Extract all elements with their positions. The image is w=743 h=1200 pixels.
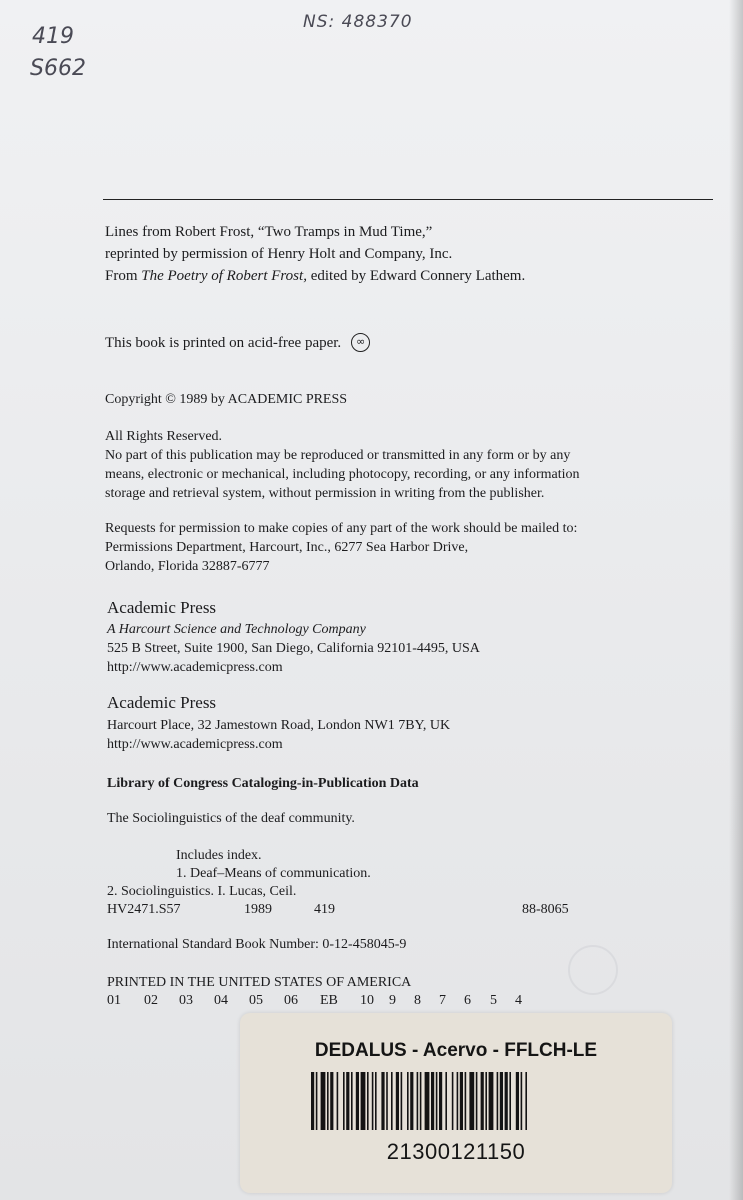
barcode-bar [351, 1072, 353, 1130]
isbn-line: International Standard Book Number: 0-12-458045-9 [107, 937, 407, 952]
barcode-bar [391, 1072, 393, 1130]
cip-title: The Sociolinguistics of the deaf community. [107, 811, 355, 826]
barcode-bar [372, 1072, 374, 1130]
acid-free-text: This book is printed on acid-free paper. [105, 335, 342, 351]
library-label-title: DEDALUS - Acervo - FFLCH-LE [314, 1040, 598, 1061]
barcode-bar [420, 1072, 422, 1130]
barcode-bar [401, 1072, 403, 1130]
barcode-bar [396, 1072, 399, 1130]
printing-number: 01 [107, 993, 121, 1008]
barcode-bar [485, 1072, 487, 1130]
barcode-bar [431, 1072, 434, 1130]
barcode-bar [346, 1072, 349, 1130]
bleed-through-shadow [560, 215, 572, 261]
barcode-bar [407, 1072, 409, 1130]
barcode-bar [337, 1072, 339, 1130]
credit-line-3-prefix: From [105, 268, 142, 284]
barcode-bar [330, 1072, 333, 1130]
barcode-bar [417, 1072, 419, 1130]
publisher-us-address: 525 B Street, Suite 1900, San Diego, California 92101-4495, USA [107, 641, 480, 656]
credit-book-title: The Poetry of Robert Frost, [141, 268, 307, 284]
barcode-bar [436, 1072, 438, 1130]
barcode-bar [521, 1072, 523, 1130]
credit-line-1: Lines from Robert Frost, “Two Tramps in Mud Time,” [105, 224, 433, 240]
printing-number: 06 [284, 993, 298, 1008]
barcode-bar [525, 1072, 527, 1130]
barcode-bar [321, 1072, 326, 1130]
barcode-bar [505, 1072, 508, 1130]
barcode-bar [439, 1072, 442, 1130]
permissions-line: Orlando, Florida 32887-6777 [105, 559, 270, 574]
barcode-bar [410, 1072, 413, 1130]
credit-line-3 [105, 267, 525, 285]
barcode-bar [311, 1072, 314, 1130]
handwritten-shelf-number: 419 [32, 24, 74, 49]
printing-number: 5 [490, 993, 497, 1008]
barcode-bar [497, 1072, 499, 1130]
barcode-bar [516, 1072, 519, 1130]
printing-number: 10 [360, 993, 374, 1008]
rights-heading: All Rights Reserved. [105, 429, 223, 444]
acid-free-infinity-icon: ∞ [351, 333, 370, 352]
barcode-number: 21300121150 [386, 1139, 526, 1164]
publisher-us-url: http://www.academicpress.com [107, 660, 283, 675]
cip-subject-1: 1. Deaf–Means of communication. [176, 866, 371, 881]
barcode-bar [445, 1072, 447, 1130]
printing-number: 4 [515, 993, 522, 1008]
barcode-bar [481, 1072, 484, 1130]
credit-line-2: reprinted by permission of Henry Holt and Company, Inc. [105, 246, 453, 262]
publisher-us-name: Academic Press [107, 598, 217, 617]
barcode-bar [356, 1072, 359, 1130]
horizontal-rule [103, 199, 713, 200]
barcode-bar [465, 1072, 467, 1130]
cip-year: 1989 [244, 902, 272, 917]
printing-number: 04 [214, 993, 228, 1008]
printing-number: 9 [389, 993, 396, 1008]
cip-dewey: 419 [314, 902, 335, 917]
acid-free-notice [105, 333, 370, 352]
barcode-bar [343, 1072, 345, 1130]
barcode-bar [476, 1072, 478, 1130]
rights-line: No part of this publication may be reproduced or transmitted in any form or by any [105, 448, 571, 463]
printing-number: 05 [249, 993, 263, 1008]
barcode-bar [386, 1072, 388, 1130]
publisher-uk-url: http://www.academicpress.com [107, 737, 283, 752]
barcode-bar [460, 1072, 463, 1130]
page-edge-shadow [729, 0, 743, 1200]
cip-call-number: HV2471.S57 [107, 902, 181, 917]
cip-includes-index: Includes index. [176, 848, 262, 863]
barcode-bar [361, 1072, 366, 1130]
printing-number: 6 [464, 993, 471, 1008]
credit-line-3-suffix: edited by Edward Connery Lathem. [306, 268, 526, 284]
barcode-bar [457, 1072, 459, 1130]
barcode-bar [367, 1072, 369, 1130]
rights-line: storage and retrieval system, without permission in writing from the publisher. [105, 486, 545, 501]
barcode-bar [489, 1072, 494, 1130]
barcode-bar [425, 1072, 430, 1130]
printing-number: 7 [439, 993, 446, 1008]
barcode-bar [452, 1072, 454, 1130]
publisher-us-tagline: A Harcourt Science and Technology Company [107, 622, 366, 637]
barcode-bar [327, 1072, 329, 1130]
barcode-bar [381, 1072, 384, 1130]
handwritten-accession-number: NS: 488370 [303, 12, 413, 32]
printing-number: 8 [414, 993, 421, 1008]
permissions-line: Permissions Department, Harcourt, Inc., 6277 Sea Harbor Drive, [105, 540, 469, 555]
publisher-uk-name: Academic Press [107, 693, 217, 712]
printing-number: 02 [144, 993, 158, 1008]
printing-number: EB [320, 993, 338, 1008]
rights-line: means, electronic or mechanical, including photocopy, recording, or any information [105, 467, 580, 482]
barcode-bar [375, 1072, 377, 1130]
cip-lccn: 88-8065 [522, 902, 569, 917]
cip-heading: Library of Congress Cataloging-in-Publication Data [107, 776, 419, 791]
printed-in-line: PRINTED IN THE UNITED STATES OF AMERICA [107, 975, 412, 990]
printing-number: 03 [179, 993, 193, 1008]
handwritten-shelf-code: S662 [30, 56, 86, 81]
faint-stamp [568, 945, 618, 995]
copyright-line: Copyright © 1989 by ACADEMIC PRESS [105, 392, 348, 407]
publisher-uk-address: Harcourt Place, 32 Jamestown Road, London NW1 7BY, UK [107, 718, 451, 733]
barcode-image [311, 1072, 599, 1130]
barcode-bar [316, 1072, 318, 1130]
library-barcode-label [240, 1013, 672, 1193]
barcode-bar [469, 1072, 474, 1130]
barcode-bar [509, 1072, 511, 1130]
cip-subject-2: 2. Sociolinguistics. I. Lucas, Ceil. [107, 884, 297, 899]
barcode-bar [500, 1072, 503, 1130]
permissions-line: Requests for permission to make copies of any part of the work should be mailed to: [105, 521, 578, 536]
